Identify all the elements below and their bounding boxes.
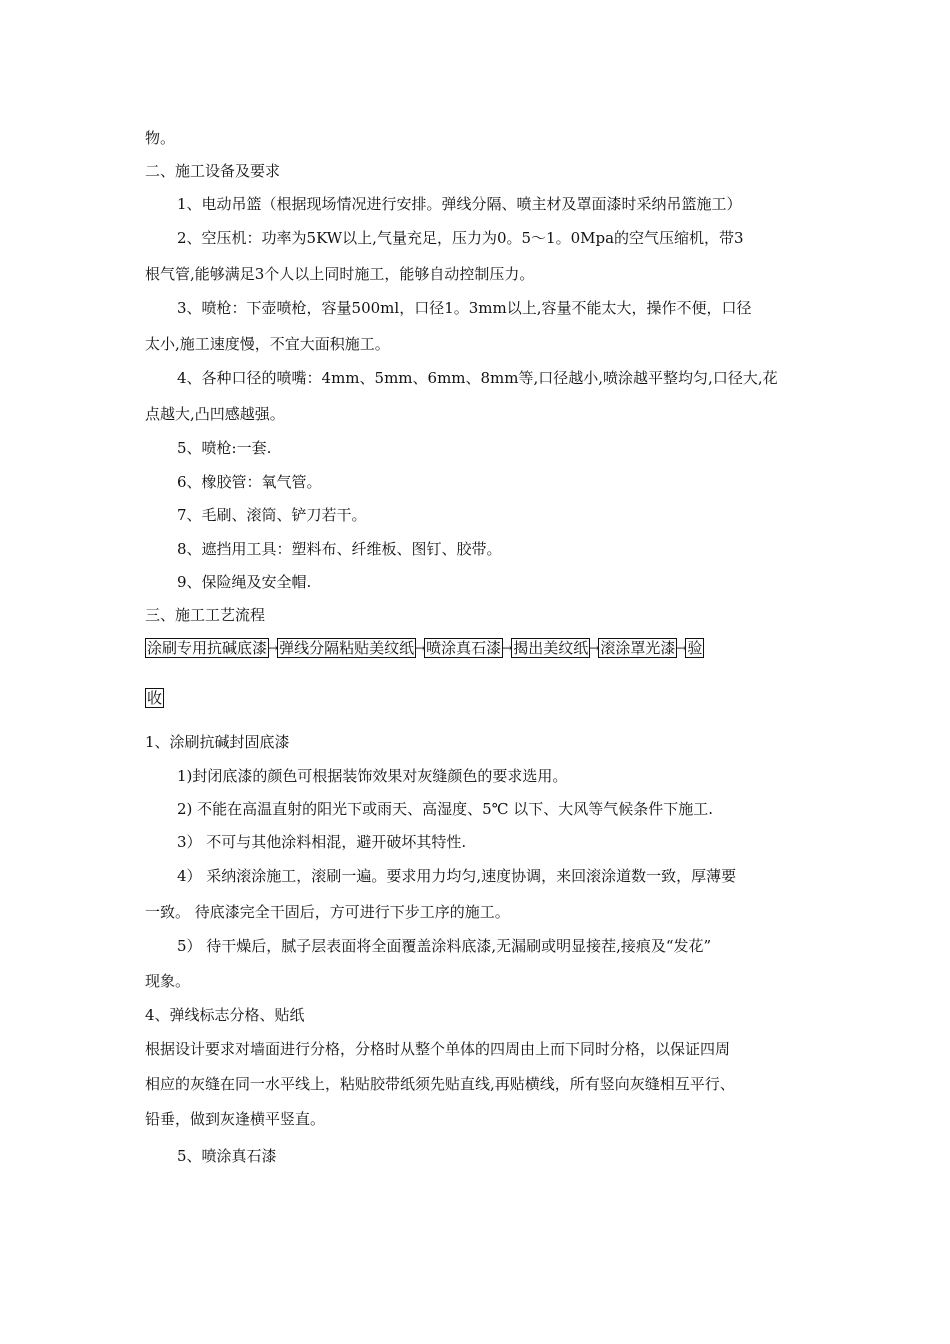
flow-step: 揭出美纹纸 [513, 639, 589, 657]
flow-step: 涂刷专用抗碱底漆 [147, 639, 268, 657]
subsection-heading: 4、弹线标志分格、贴纸 [145, 1006, 305, 1024]
text-line: 铅垂，做到灰逢横平竖直。 [145, 1110, 326, 1128]
text-line: 点越大,凸凹感越强。 [145, 405, 285, 423]
subsection-heading: 1、涂刷抗碱封固底漆 [145, 733, 290, 751]
text-line: 现象。 [145, 972, 191, 990]
arrow-right-icon: → [502, 641, 513, 655]
text-line: 3） 不可与其他涂料相混，避开破坏其特性. [177, 833, 467, 851]
text-line: 2、空压机：功率为5KW以上,气量充足，压力为0。5～1。0Mpa的空气压缩机，带3 [177, 229, 744, 247]
text-line: 1、电动吊篮（根据现场情况进行安排。弹线分隔、喷主材及罩面漆时采纳吊篮施工） [177, 195, 742, 213]
text-line: 5） 待干燥后，腻子层表面将全面覆盖涂料底漆,无漏刷或明显接茬,接痕及“发花” [177, 937, 712, 955]
process-flow [145, 638, 704, 658]
text-line: 3、喷枪：下壶喷枪，容量500ml，口径1。3mm以上,容量不能太大，操作不便，口径 [177, 299, 752, 317]
subsection-heading: 5、喷涂真石漆 [177, 1147, 277, 1165]
text-line: 4、各种口径的喷嘴：4mm、5mm、6mm、8mm等,口径越小,喷涂越平整均匀,口径大,花 [177, 369, 778, 387]
flow-step: 弹线分隔粘贴美纹纸 [279, 639, 415, 657]
arrow-right-icon: → [676, 641, 687, 655]
text-line: 6、橡胶管：氧气管。 [177, 473, 322, 491]
flow-step: 收 [147, 689, 163, 707]
text-line: 相应的灰缝在同一水平线上，粘贴胶带纸须先贴直线,再贴横线，所有竖向灰缝相互平行、 [145, 1075, 735, 1093]
text-line: 根据设计要求对墙面进行分格，分格时从整个单体的四周由上而下同时分格，以保证四周 [145, 1040, 731, 1058]
flow-step: 验 [687, 639, 703, 657]
section-heading: 三、施工工艺流程 [145, 606, 266, 624]
text-line: 物。 [145, 129, 176, 147]
arrow-right-icon: → [268, 641, 279, 655]
text-line: 8、遮挡用工具：塑料布、纤维板、图钉、胶带。 [177, 540, 502, 558]
text-line: 太小,施工速度慢，不宜大面积施工。 [145, 335, 390, 353]
text-line: 7、毛刷、滚筒、铲刀若干。 [177, 506, 367, 524]
text-line: 2) 不能在高温直射的阳光下或雨天、高湿度、5℃ 以下、大风等气候条件下施工. [177, 800, 714, 818]
text-line: 一致。 待底漆完全干固后，方可进行下步工序的施工。 [145, 903, 510, 921]
text-line: 5、喷枪:一套. [177, 439, 272, 457]
text-line: 1)封闭底漆的颜色可根据装饰效果对灰缝颜色的要求选用。 [177, 767, 568, 785]
section-heading: 二、施工设备及要求 [145, 162, 281, 180]
flow-step-continued [145, 688, 164, 708]
text-line: 4） 采纳滚涂施工，滚刷一遍。要求用力均匀,速度协调，来回滚涂道数一致，厚薄要 [177, 867, 737, 885]
arrow-right-icon: → [589, 641, 600, 655]
text-line: 9、保险绳及安全帽. [177, 573, 312, 591]
flow-step: 喷涂真石漆 [426, 639, 502, 657]
text-line: 根气管,能够满足3个人以上同时施工，能够自动控制压力。 [145, 265, 535, 283]
arrow-right-icon: → [415, 641, 426, 655]
flow-step: 滚涂罩光漆 [600, 639, 676, 657]
